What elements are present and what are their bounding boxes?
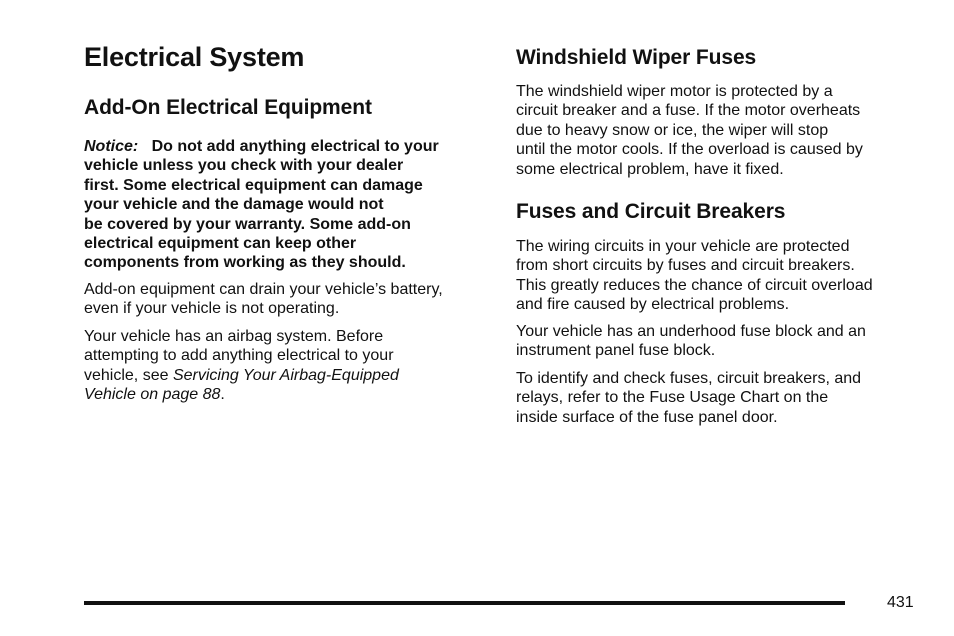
identify-paragraph [516,369,861,427]
footer-rule [84,601,845,605]
airbag-see-text: vehicle, see [84,366,173,384]
body-line: Add-on equipment can drain your vehicle’s battery, [84,281,443,298]
body-line: The windshield wiper motor is protected by a [516,83,833,100]
notice-line: electrical equipment can keep other [84,235,357,253]
wiper-paragraph [516,82,863,179]
battery-drain-paragraph [84,280,443,319]
body-line: circuit breaker and a fuse. If the motor overheats [516,102,861,120]
body-line: To identify and check fuses, circuit breakers, and [516,370,862,387]
wiring-paragraph [516,237,873,315]
notice-text: Do not add anything electrical to your [151,138,439,155]
underhood-paragraph [516,322,866,361]
section-heading-wiper-fuses: Windshield Wiper Fuses [516,46,757,69]
page-number: 431 [887,594,914,611]
notice-line: your vehicle and the damage would not [84,196,384,214]
airbag-cross-reference: Servicing Your Airbag-Equipped [172,366,399,384]
airbag-period: . [220,386,225,404]
notice-label: Notice: [84,138,139,155]
body-line [84,366,399,385]
notice-line: first. Some electrical equipment can damage [84,176,423,194]
body-line: This greatly reduces the chance of circuit overload [516,276,873,294]
section-heading-add-on-equipment: Add-On Electrical Equipment [84,96,372,119]
notice-line-1 [84,137,439,156]
body-line: instrument panel fuse block. [516,342,716,360]
notice-line: components from working as they should. [84,254,406,272]
body-line: Your vehicle has an airbag system. Before [84,328,384,345]
notice-line: be covered by your warranty. Some add-on [84,215,411,233]
body-line: relays, refer to the Fuse Usage Chart on the [516,389,829,407]
section-heading-fuses-circuit-breakers: Fuses and Circuit Breakers [516,200,786,223]
body-line: Your vehicle has an underhood fuse block and an [516,323,866,340]
body-line: The wiring circuits in your vehicle are protected [516,238,850,255]
body-line [84,385,399,404]
notice-paragraph [84,137,439,273]
body-line: and fire caused by electrical problems. [516,296,790,314]
body-line: from short circuits by fuses and circuit breakers. [516,257,855,275]
body-line: until the motor cools. If the overload is caused by [516,141,863,159]
notice-line: vehicle unless you check with your dealer [84,157,404,175]
airbag-cross-reference-page: Vehicle on page 88 [84,386,221,404]
body-line: attempting to add anything electrical to your [84,347,394,365]
body-line: even if your vehicle is not operating. [84,300,340,318]
body-line: some electrical problem, have it fixed. [516,160,784,178]
airbag-paragraph [84,327,399,405]
body-line: due to heavy snow or ice, the wiper will stop [516,121,829,139]
body-line: inside surface of the fuse panel door. [516,408,778,426]
page-title: Electrical System [84,42,305,72]
